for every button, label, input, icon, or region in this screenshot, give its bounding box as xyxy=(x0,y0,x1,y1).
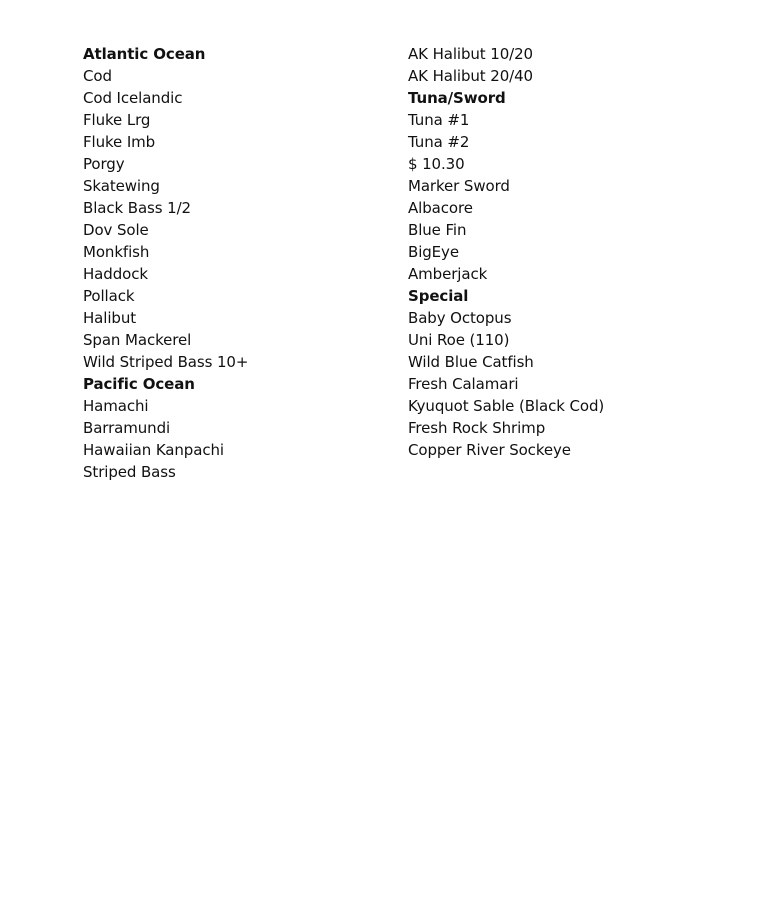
section-heading: Tuna/Sword xyxy=(408,89,506,107)
list-item: Cod xyxy=(83,67,112,85)
list-item: Monkfish xyxy=(83,243,150,261)
left-column xyxy=(83,43,383,483)
list-item: Fresh Calamari xyxy=(408,375,519,393)
section-heading: Pacific Ocean xyxy=(83,375,195,393)
right-column xyxy=(408,43,738,461)
list-item: Baby Octopus xyxy=(408,309,512,327)
list-item: Tuna #1 xyxy=(408,111,470,129)
list-item: AK Halibut 10/20 xyxy=(408,45,533,63)
list-item: Marker Sword xyxy=(408,177,510,195)
list-item: Kyuquot Sable (Black Cod) xyxy=(408,397,605,415)
list-item: Halibut xyxy=(83,309,137,327)
list-item: Black Bass 1/2 xyxy=(83,199,191,217)
list-item: Fluke Imb xyxy=(83,133,156,151)
list-item: Haddock xyxy=(83,265,148,283)
list-item: Wild Striped Bass 10+ xyxy=(83,353,249,371)
list-item: Span Mackerel xyxy=(83,331,192,349)
list-item: Pollack xyxy=(83,287,135,305)
list-item: Wild Blue Catfish xyxy=(408,353,534,371)
list-item: Hawaiian Kanpachi xyxy=(83,441,224,459)
list-item: Uni Roe (110) xyxy=(408,331,510,349)
list-item: $ 10.30 xyxy=(408,155,465,173)
list-item: Blue Fin xyxy=(408,221,467,239)
list-item: Skatewing xyxy=(83,177,160,195)
list-item: Porgy xyxy=(83,155,125,173)
list-item: Hamachi xyxy=(83,397,149,415)
list-item: Copper River Sockeye xyxy=(408,441,571,459)
section-heading: Special xyxy=(408,287,469,305)
list-item: Fluke Lrg xyxy=(83,111,151,129)
list-item: Dov Sole xyxy=(83,221,149,239)
list-item: Tuna #2 xyxy=(408,133,470,151)
section-heading: Atlantic Ocean xyxy=(83,45,206,63)
list-item: Striped Bass xyxy=(83,463,176,481)
list-item: BigEye xyxy=(408,243,459,261)
list-item: Fresh Rock Shrimp xyxy=(408,419,546,437)
list-item: Barramundi xyxy=(83,419,171,437)
list-item: Cod Icelandic xyxy=(83,89,183,107)
list-item: Amberjack xyxy=(408,265,488,283)
list-item: AK Halibut 20/40 xyxy=(408,67,533,85)
list-item: Albacore xyxy=(408,199,473,217)
